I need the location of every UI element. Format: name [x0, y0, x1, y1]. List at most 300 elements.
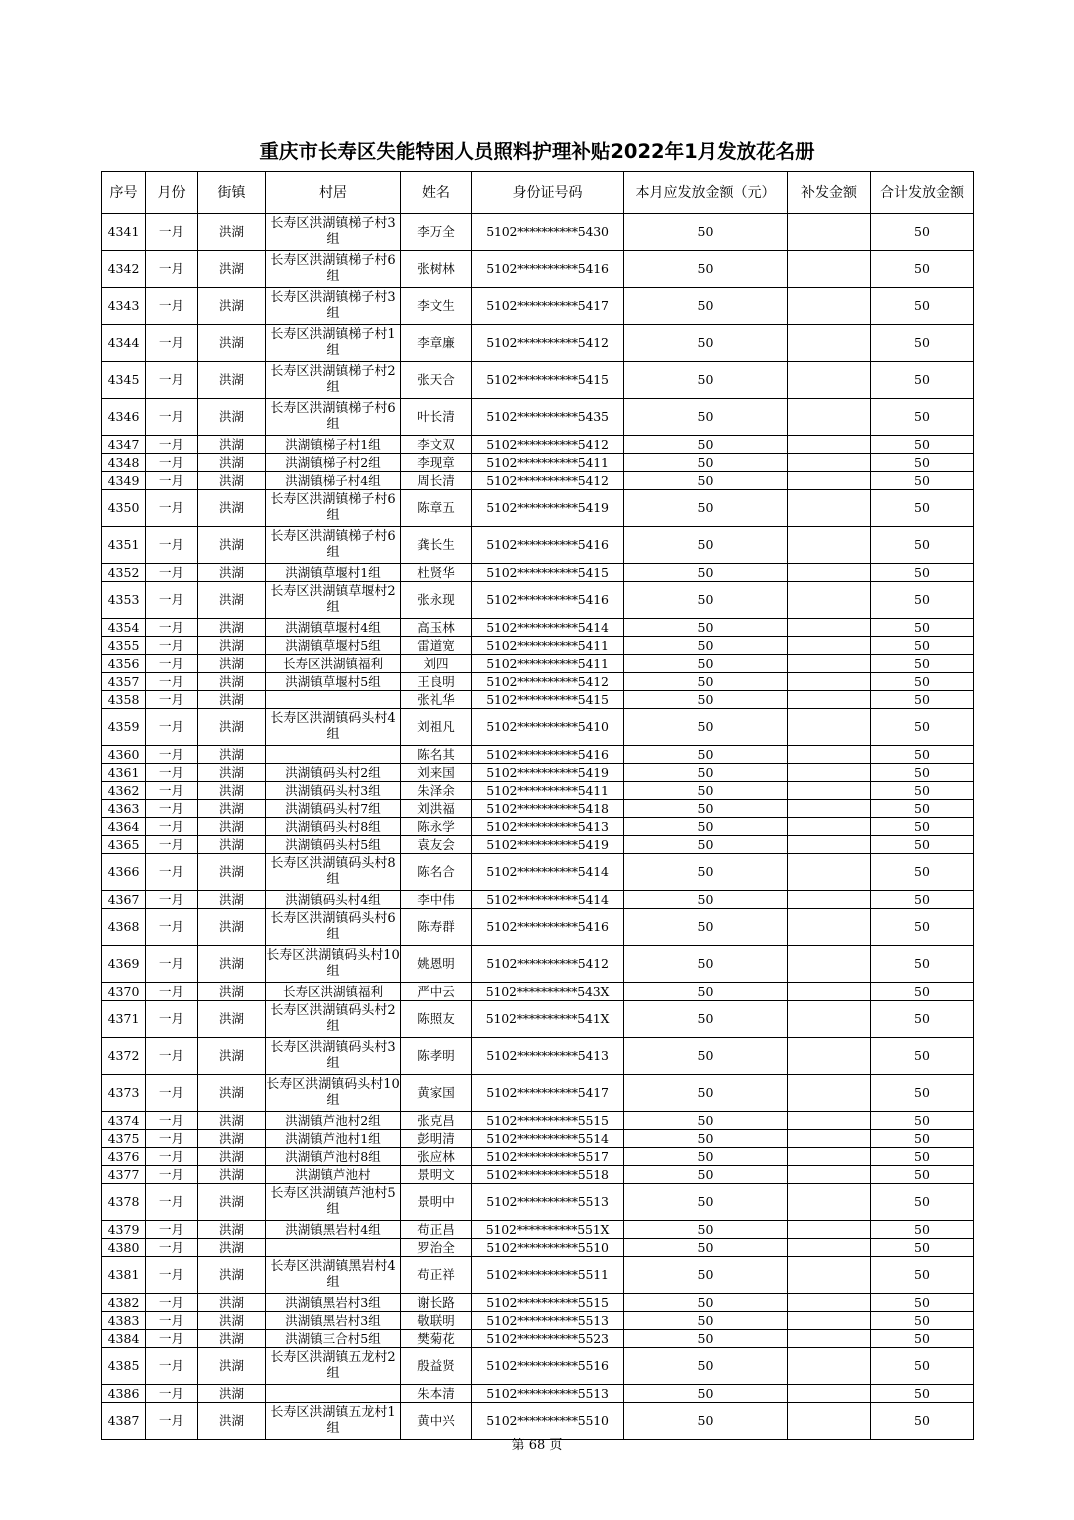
cell-month: 一月: [146, 1184, 198, 1221]
cell-supplement-amount: [788, 1130, 871, 1148]
cell-id-number: 5102**********5418: [472, 800, 624, 818]
cell-name: 谢长路: [401, 1294, 472, 1312]
cell-monthly-amount: 50: [624, 854, 788, 891]
table-row: [102, 709, 974, 746]
cell-name: 刘祖凡: [401, 709, 472, 746]
cell-village: 长寿区洪湖镇码头村4组: [266, 709, 401, 746]
cell-index: 4346: [102, 399, 146, 436]
cell-month: 一月: [146, 1330, 198, 1348]
cell-town: 洪湖: [198, 673, 266, 691]
cell-month: 一月: [146, 325, 198, 362]
cell-id-number: 5102**********5411: [472, 782, 624, 800]
table-row: [102, 399, 974, 436]
cell-village: 洪湖镇码头村8组: [266, 818, 401, 836]
cell-name: 陈名合: [401, 854, 472, 891]
cell-month: 一月: [146, 1257, 198, 1294]
cell-total-amount: 50: [871, 564, 974, 582]
cell-id-number: 5102**********5412: [472, 472, 624, 490]
cell-month: 一月: [146, 836, 198, 854]
cell-village: 长寿区洪湖镇梯子村2组: [266, 362, 401, 399]
cell-monthly-amount: 50: [624, 1184, 788, 1221]
cell-index: 4376: [102, 1148, 146, 1166]
cell-id-number: 5102**********551X: [472, 1221, 624, 1239]
cell-index: 4360: [102, 746, 146, 764]
cell-total-amount: 50: [871, 909, 974, 946]
header-total-amount: 合计发放金额: [871, 172, 974, 214]
cell-index: 4349: [102, 472, 146, 490]
cell-total-amount: 50: [871, 1312, 974, 1330]
cell-index: 4384: [102, 1330, 146, 1348]
cell-monthly-amount: 50: [624, 1130, 788, 1148]
cell-monthly-amount: 50: [624, 490, 788, 527]
cell-supplement-amount: [788, 325, 871, 362]
table-row: [102, 564, 974, 582]
cell-town: 洪湖: [198, 983, 266, 1001]
cell-town: 洪湖: [198, 527, 266, 564]
table-row: [102, 362, 974, 399]
table-row: [102, 619, 974, 637]
table-row: [102, 454, 974, 472]
cell-month: 一月: [146, 490, 198, 527]
cell-index: 4366: [102, 854, 146, 891]
cell-village: 长寿区洪湖镇福利: [266, 983, 401, 1001]
cell-town: 洪湖: [198, 214, 266, 251]
cell-village: 洪湖镇黑岩村3组: [266, 1294, 401, 1312]
cell-id-number: 5102**********5510: [472, 1239, 624, 1257]
cell-id-number: 5102**********543X: [472, 983, 624, 1001]
cell-monthly-amount: 50: [624, 1239, 788, 1257]
cell-month: 一月: [146, 214, 198, 251]
cell-supplement-amount: [788, 891, 871, 909]
table-row: [102, 836, 974, 854]
cell-month: 一月: [146, 655, 198, 673]
cell-supplement-amount: [788, 1239, 871, 1257]
cell-total-amount: 50: [871, 1239, 974, 1257]
cell-id-number: 5102**********5411: [472, 655, 624, 673]
cell-monthly-amount: 50: [624, 1075, 788, 1112]
cell-monthly-amount: 50: [624, 1038, 788, 1075]
table-row: [102, 1184, 974, 1221]
cell-town: 洪湖: [198, 325, 266, 362]
cell-village: 洪湖镇黑岩村4组: [266, 1221, 401, 1239]
cell-town: 洪湖: [198, 1221, 266, 1239]
cell-month: 一月: [146, 251, 198, 288]
cell-total-amount: 50: [871, 1348, 974, 1385]
table-row: [102, 1166, 974, 1184]
cell-name: 樊菊花: [401, 1330, 472, 1348]
table-row: [102, 655, 974, 673]
cell-supplement-amount: [788, 1257, 871, 1294]
cell-name: 张树林: [401, 251, 472, 288]
cell-supplement-amount: [788, 454, 871, 472]
cell-monthly-amount: 50: [624, 527, 788, 564]
cell-month: 一月: [146, 891, 198, 909]
cell-total-amount: 50: [871, 782, 974, 800]
cell-village: 洪湖镇芦池村1组: [266, 1130, 401, 1148]
cell-index: 4362: [102, 782, 146, 800]
cell-supplement-amount: [788, 673, 871, 691]
cell-month: 一月: [146, 399, 198, 436]
cell-town: 洪湖: [198, 1166, 266, 1184]
cell-name: 景明中: [401, 1184, 472, 1221]
cell-town: 洪湖: [198, 1112, 266, 1130]
cell-village: 长寿区洪湖镇芦池村5组: [266, 1184, 401, 1221]
cell-index: 4363: [102, 800, 146, 818]
cell-name: 高玉林: [401, 619, 472, 637]
cell-town: 洪湖: [198, 891, 266, 909]
cell-index: 4350: [102, 490, 146, 527]
cell-month: 一月: [146, 1038, 198, 1075]
cell-supplement-amount: [788, 1038, 871, 1075]
cell-index: 4370: [102, 983, 146, 1001]
cell-name: 陈章五: [401, 490, 472, 527]
cell-month: 一月: [146, 983, 198, 1001]
cell-id-number: 5102**********5417: [472, 288, 624, 325]
cell-village: 长寿区洪湖镇黑岩村4组: [266, 1257, 401, 1294]
cell-index: 4354: [102, 619, 146, 637]
cell-supplement-amount: [788, 983, 871, 1001]
cell-month: 一月: [146, 764, 198, 782]
table-body: [102, 214, 974, 1440]
cell-monthly-amount: 50: [624, 655, 788, 673]
table-row: [102, 1239, 974, 1257]
cell-monthly-amount: 50: [624, 251, 788, 288]
table-row: [102, 691, 974, 709]
cell-month: 一月: [146, 288, 198, 325]
cell-index: 4353: [102, 582, 146, 619]
cell-monthly-amount: 50: [624, 1001, 788, 1038]
cell-index: 4347: [102, 436, 146, 454]
cell-month: 一月: [146, 454, 198, 472]
cell-name: 雷道宽: [401, 637, 472, 655]
cell-village: 长寿区洪湖镇码头村10组: [266, 1075, 401, 1112]
cell-monthly-amount: 50: [624, 1330, 788, 1348]
cell-supplement-amount: [788, 1148, 871, 1166]
cell-month: 一月: [146, 709, 198, 746]
cell-supplement-amount: [788, 1385, 871, 1403]
cell-total-amount: 50: [871, 490, 974, 527]
cell-id-number: 5102**********5411: [472, 637, 624, 655]
cell-total-amount: 50: [871, 582, 974, 619]
cell-town: 洪湖: [198, 746, 266, 764]
cell-village: 洪湖镇芦池村2组: [266, 1112, 401, 1130]
cell-index: 4371: [102, 1001, 146, 1038]
cell-index: 4377: [102, 1166, 146, 1184]
cell-index: 4379: [102, 1221, 146, 1239]
cell-index: 4345: [102, 362, 146, 399]
cell-supplement-amount: [788, 1001, 871, 1038]
cell-total-amount: 50: [871, 746, 974, 764]
cell-village: 洪湖镇芦池村8组: [266, 1148, 401, 1166]
cell-month: 一月: [146, 564, 198, 582]
cell-supplement-amount: [788, 764, 871, 782]
cell-monthly-amount: 50: [624, 909, 788, 946]
table-row: [102, 983, 974, 1001]
header-index: 序号: [102, 172, 146, 214]
cell-total-amount: 50: [871, 288, 974, 325]
cell-total-amount: 50: [871, 399, 974, 436]
cell-monthly-amount: 50: [624, 1112, 788, 1130]
cell-name: 彭明清: [401, 1130, 472, 1148]
table-row: [102, 251, 974, 288]
cell-name: 陈孝明: [401, 1038, 472, 1075]
cell-index: 4374: [102, 1112, 146, 1130]
cell-town: 洪湖: [198, 836, 266, 854]
cell-total-amount: 50: [871, 836, 974, 854]
cell-index: 4348: [102, 454, 146, 472]
cell-town: 洪湖: [198, 1385, 266, 1403]
cell-monthly-amount: 50: [624, 214, 788, 251]
cell-town: 洪湖: [198, 399, 266, 436]
cell-town: 洪湖: [198, 1184, 266, 1221]
cell-town: 洪湖: [198, 288, 266, 325]
table-row: [102, 472, 974, 490]
cell-month: 一月: [146, 582, 198, 619]
cell-town: 洪湖: [198, 582, 266, 619]
cell-index: 4343: [102, 288, 146, 325]
cell-town: 洪湖: [198, 1403, 266, 1440]
cell-village: 长寿区洪湖镇码头村10组: [266, 946, 401, 983]
cell-supplement-amount: [788, 1166, 871, 1184]
cell-name: 王良明: [401, 673, 472, 691]
cell-village: 洪湖镇码头村2组: [266, 764, 401, 782]
table-row: [102, 288, 974, 325]
cell-monthly-amount: 50: [624, 836, 788, 854]
cell-village: 长寿区洪湖镇梯子村6组: [266, 527, 401, 564]
cell-name: 张应林: [401, 1148, 472, 1166]
cell-village: 洪湖镇三合村5组: [266, 1330, 401, 1348]
cell-id-number: 5102**********5412: [472, 946, 624, 983]
cell-total-amount: 50: [871, 709, 974, 746]
cell-month: 一月: [146, 1166, 198, 1184]
cell-village: 洪湖镇草堰村4组: [266, 619, 401, 637]
cell-index: 4383: [102, 1312, 146, 1330]
cell-name: 周长清: [401, 472, 472, 490]
cell-village: 长寿区洪湖镇梯子村3组: [266, 214, 401, 251]
cell-town: 洪湖: [198, 436, 266, 454]
cell-village: 洪湖镇芦池村: [266, 1166, 401, 1184]
cell-town: 洪湖: [198, 1038, 266, 1075]
table-row: [102, 673, 974, 691]
cell-id-number: 5102**********5515: [472, 1294, 624, 1312]
cell-monthly-amount: 50: [624, 454, 788, 472]
cell-name: 杜贤华: [401, 564, 472, 582]
cell-supplement-amount: [788, 1184, 871, 1221]
cell-monthly-amount: 50: [624, 709, 788, 746]
table-row: [102, 1148, 974, 1166]
cell-name: 李中伟: [401, 891, 472, 909]
cell-index: 4352: [102, 564, 146, 582]
cell-month: 一月: [146, 800, 198, 818]
cell-total-amount: 50: [871, 527, 974, 564]
cell-town: 洪湖: [198, 800, 266, 818]
cell-town: 洪湖: [198, 709, 266, 746]
cell-name: 张永现: [401, 582, 472, 619]
cell-index: 4386: [102, 1385, 146, 1403]
cell-monthly-amount: 50: [624, 1348, 788, 1385]
cell-name: 苟正昌: [401, 1221, 472, 1239]
cell-monthly-amount: 50: [624, 1148, 788, 1166]
cell-total-amount: 50: [871, 891, 974, 909]
cell-id-number: 5102**********5415: [472, 564, 624, 582]
cell-id-number: 5102**********5518: [472, 1166, 624, 1184]
cell-id-number: 5102**********5415: [472, 691, 624, 709]
cell-id-number: 5102**********5410: [472, 709, 624, 746]
table-row: [102, 527, 974, 564]
cell-name: 苟正祥: [401, 1257, 472, 1294]
cell-village: 洪湖镇码头村3组: [266, 782, 401, 800]
cell-village: 长寿区洪湖镇五龙村2组: [266, 1348, 401, 1385]
cell-month: 一月: [146, 746, 198, 764]
cell-index: 4341: [102, 214, 146, 251]
cell-month: 一月: [146, 1148, 198, 1166]
cell-village: [266, 746, 401, 764]
table-row: [102, 1112, 974, 1130]
cell-village: [266, 691, 401, 709]
cell-month: 一月: [146, 1403, 198, 1440]
cell-village: 长寿区洪湖镇草堰村2组: [266, 582, 401, 619]
cell-id-number: 5102**********5516: [472, 1348, 624, 1385]
cell-index: 4365: [102, 836, 146, 854]
cell-town: 洪湖: [198, 564, 266, 582]
cell-month: 一月: [146, 1239, 198, 1257]
table-row: [102, 1075, 974, 1112]
cell-name: 李章廉: [401, 325, 472, 362]
table-row: [102, 637, 974, 655]
cell-supplement-amount: [788, 214, 871, 251]
cell-supplement-amount: [788, 436, 871, 454]
cell-name: 刘来国: [401, 764, 472, 782]
cell-village: 洪湖镇草堰村5组: [266, 637, 401, 655]
cell-name: 李文生: [401, 288, 472, 325]
cell-id-number: 5102**********5513: [472, 1385, 624, 1403]
cell-index: 4373: [102, 1075, 146, 1112]
header-month: 月份: [146, 172, 198, 214]
cell-town: 洪湖: [198, 764, 266, 782]
cell-monthly-amount: 50: [624, 564, 788, 582]
cell-village: 长寿区洪湖镇五龙村1组: [266, 1403, 401, 1440]
table-row: [102, 490, 974, 527]
cell-supplement-amount: [788, 1075, 871, 1112]
cell-town: 洪湖: [198, 1312, 266, 1330]
cell-town: 洪湖: [198, 1001, 266, 1038]
cell-village: 长寿区洪湖镇码头村2组: [266, 1001, 401, 1038]
cell-id-number: 5102**********5419: [472, 836, 624, 854]
cell-name: 朱泽余: [401, 782, 472, 800]
page-number: 第 68 页: [511, 1438, 563, 1453]
table-row: [102, 1001, 974, 1038]
cell-id-number: 5102**********5416: [472, 582, 624, 619]
cell-village: 洪湖镇黑岩村3组: [266, 1312, 401, 1330]
cell-id-number: 5102**********5435: [472, 399, 624, 436]
cell-total-amount: 50: [871, 454, 974, 472]
cell-supplement-amount: [788, 782, 871, 800]
cell-supplement-amount: [788, 1348, 871, 1385]
cell-month: 一月: [146, 436, 198, 454]
cell-month: 一月: [146, 527, 198, 564]
cell-id-number: 5102**********5416: [472, 251, 624, 288]
table-row: [102, 946, 974, 983]
cell-town: 洪湖: [198, 946, 266, 983]
cell-total-amount: 50: [871, 1403, 974, 1440]
header-id-number: 身份证号码: [472, 172, 624, 214]
cell-name: 袁友会: [401, 836, 472, 854]
cell-supplement-amount: [788, 1294, 871, 1312]
cell-index: 4355: [102, 637, 146, 655]
cell-monthly-amount: 50: [624, 983, 788, 1001]
cell-month: 一月: [146, 909, 198, 946]
cell-id-number: 5102**********5416: [472, 746, 624, 764]
cell-town: 洪湖: [198, 1239, 266, 1257]
cell-town: 洪湖: [198, 691, 266, 709]
cell-supplement-amount: [788, 1221, 871, 1239]
cell-index: 4378: [102, 1184, 146, 1221]
cell-name: 李现章: [401, 454, 472, 472]
cell-town: 洪湖: [198, 909, 266, 946]
cell-monthly-amount: 50: [624, 472, 788, 490]
cell-monthly-amount: 50: [624, 782, 788, 800]
cell-month: 一月: [146, 1348, 198, 1385]
cell-month: 一月: [146, 1130, 198, 1148]
cell-supplement-amount: [788, 946, 871, 983]
cell-monthly-amount: 50: [624, 764, 788, 782]
cell-village: 洪湖镇梯子村4组: [266, 472, 401, 490]
cell-month: 一月: [146, 619, 198, 637]
cell-name: 张克昌: [401, 1112, 472, 1130]
cell-total-amount: 50: [871, 800, 974, 818]
cell-village: 长寿区洪湖镇梯子村1组: [266, 325, 401, 362]
cell-name: 朱本清: [401, 1385, 472, 1403]
table-header-row: [102, 172, 974, 214]
cell-month: 一月: [146, 1312, 198, 1330]
cell-total-amount: 50: [871, 691, 974, 709]
cell-monthly-amount: 50: [624, 746, 788, 764]
cell-village: 长寿区洪湖镇码头村8组: [266, 854, 401, 891]
cell-supplement-amount: [788, 251, 871, 288]
cell-village: 洪湖镇码头村4组: [266, 891, 401, 909]
cell-village: 长寿区洪湖镇码头村3组: [266, 1038, 401, 1075]
table-row: [102, 1221, 974, 1239]
cell-total-amount: 50: [871, 637, 974, 655]
cell-total-amount: 50: [871, 655, 974, 673]
cell-id-number: 5102**********5523: [472, 1330, 624, 1348]
cell-monthly-amount: 50: [624, 288, 788, 325]
cell-id-number: 5102**********5412: [472, 436, 624, 454]
table-row: [102, 764, 974, 782]
cell-total-amount: 50: [871, 1385, 974, 1403]
cell-month: 一月: [146, 946, 198, 983]
cell-id-number: 5102**********5514: [472, 1130, 624, 1148]
cell-id-number: 5102**********5414: [472, 854, 624, 891]
cell-monthly-amount: 50: [624, 818, 788, 836]
cell-supplement-amount: [788, 836, 871, 854]
cell-month: 一月: [146, 691, 198, 709]
cell-name: 陈寿群: [401, 909, 472, 946]
table-row: [102, 1038, 974, 1075]
cell-supplement-amount: [788, 709, 871, 746]
cell-total-amount: 50: [871, 325, 974, 362]
cell-town: 洪湖: [198, 1330, 266, 1348]
table-row: [102, 436, 974, 454]
cell-id-number: 5102**********5417: [472, 1075, 624, 1112]
cell-town: 洪湖: [198, 619, 266, 637]
cell-monthly-amount: 50: [624, 1403, 788, 1440]
cell-village: [266, 1385, 401, 1403]
cell-supplement-amount: [788, 854, 871, 891]
cell-total-amount: 50: [871, 946, 974, 983]
header-monthly-amount: 本月应发放金额（元）: [624, 172, 788, 214]
cell-month: 一月: [146, 362, 198, 399]
